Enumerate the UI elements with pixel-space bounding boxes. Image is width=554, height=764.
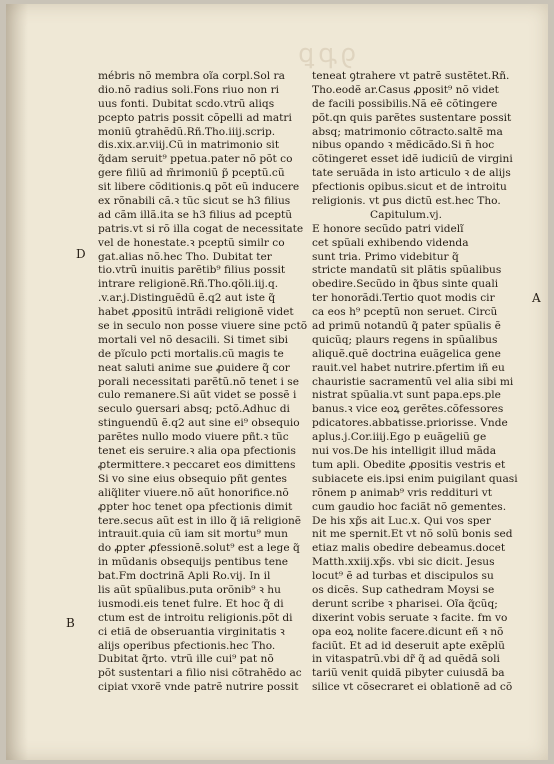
text-line: cet spũali exhibendo videnda xyxy=(312,236,469,249)
text-line: cum gaudio hoc faciãt nõ gementes. xyxy=(312,500,507,513)
text-line: os dicẽs. Sup cathedram Moysi se xyxy=(312,583,495,596)
text-line: porali necessitati parẽtũ.nõ tenet i se xyxy=(98,375,299,388)
text-line: cõtingeret esset idẽ iudiciũ de virgini xyxy=(312,153,513,166)
text-line: pdicatores.abbatisse.priorisse. Vnde xyxy=(312,417,508,430)
margin-letter-a: A xyxy=(532,291,541,305)
text-line: ꝓpter hoc tenet opa pfectionis dimit xyxy=(98,500,293,513)
text-line: q̃dam seruit⁹ ppetua.pater nõ põt co xyxy=(98,153,293,166)
text-line: Si vo sine eius obsequio pñt gentes xyxy=(98,472,287,485)
text-line: tenet eis seruire.ꝛ alia opa pfectionis xyxy=(98,445,296,458)
text-line: stricte mandatũ sit plãtis spũalibus xyxy=(312,264,502,277)
text-line: ad cãm illã.ita se h3 filius ad pceptũ xyxy=(98,208,293,221)
text-line: se in seculo non posse viuere sine pctõ xyxy=(98,320,308,333)
text-line: habet ꝓpositũ intrãdi religionẽ videt xyxy=(98,306,294,319)
text-line: sunt tria. Primo videbitur q̃ xyxy=(312,250,459,263)
text-line: ci etiã de obseruantia virginitatis ꝛ xyxy=(98,625,285,638)
text-line: nibus opando ꝛ mẽdicãdo.Si n̄ hoc xyxy=(312,139,495,152)
text-line: mébris nõ membra oĩa corpl.Sol ra xyxy=(98,70,285,82)
margin-letter-b: B xyxy=(66,616,75,630)
text-line: in vitaspatrũ.vbi dr̃ q̃ ad quẽdã soli xyxy=(312,653,500,666)
left-text-column xyxy=(98,70,308,695)
text-line: iusmodi.eis tenet fulre. Et hoc q̃ di xyxy=(98,597,284,610)
text-line: cipiat vxorẽ vnde patrẽ nutrire possit xyxy=(98,681,299,694)
text-line: rauit.vel habet nutrire.pfertim iñ eu xyxy=(312,361,505,374)
text-line: derunt scribe ꝛ pharisei. Oĩa q̃cũq; xyxy=(312,597,498,610)
text-line: pcepto patris possit cõpelli ad matri xyxy=(98,111,292,124)
text-line: vel de honestate.ꝛ pceptũ similr co xyxy=(98,236,285,249)
text-line: nui vos.De his intelligit illud mãda xyxy=(312,445,497,458)
page-gutter-shadow xyxy=(6,4,28,760)
text-line: obedire.Secũdo in q̃bus sinte quali xyxy=(312,278,499,291)
text-line: ad primũ notandũ q̃ pater spũalis ẽ xyxy=(312,320,501,333)
text-line: culo remanere.Si aũt videt se possẽ i xyxy=(98,389,297,402)
chapter-heading: Capitulum.vj. xyxy=(370,208,442,221)
text-line: lis aũt spũalibus.puta orõnib⁹ ꝛ hu xyxy=(98,583,281,596)
text-line: quicũq; plaurs regens in spũalibus xyxy=(312,333,498,346)
text-line: tum apli. Obedite ꝓpositis vestris et xyxy=(312,458,506,471)
text-line: mortali vel nõ desacili. Si timet sibi xyxy=(98,333,289,346)
text-line: gat.alias nõ.hec Tho. Dubitat ter xyxy=(98,250,272,263)
right-text-column xyxy=(312,70,518,695)
margin-letter-d: D xyxy=(76,247,86,261)
text-line: parẽtes nullo modo viuere pñt.ꝛ tũc xyxy=(98,431,289,444)
text-line: tariũ venit quidã pibyter cuiusdã ba xyxy=(312,667,505,680)
text-line: alijs operibus pfectionis.hec Tho. xyxy=(98,639,276,652)
text-line: moniũ ꝯtrahẽdũ.Rñ.Tho.iiij.scrip. xyxy=(98,125,276,138)
text-line: de facili possibilis.Nã eẽ cõtingere xyxy=(312,97,498,110)
text-line: religionis. vt ꝑus dictũ est.hec Tho. xyxy=(312,195,501,208)
text-line: banus.ꝛ vice eoꝝ gerẽtes.cõfessores xyxy=(312,403,504,416)
text-line: in mũdanis obsequijs pentibus tene xyxy=(98,556,289,569)
text-line: de pĩculo pcti mortalis.cũ magis te xyxy=(98,347,284,360)
text-line: dio.nõ radius soli.Fons riuo non ri xyxy=(98,83,280,96)
text-line: uus fonti. Dubitat scdo.vtrũ aliqs xyxy=(98,97,275,110)
text-line: teneat ꝯtrahere vt patrẽ sustẽtet.Rñ. xyxy=(312,70,510,82)
text-line: Matth.xxiij.xp̃s. vbi sic dicit. Jesus xyxy=(312,556,495,569)
text-line: dis.xix.ar.viij.Cũ in matrimonio sit xyxy=(98,139,280,152)
text-line: .v.ar.j.Distinguẽdũ ẽ.q2 aut iste q̃ xyxy=(98,292,276,305)
text-line: Tho.eodẽ ar.Casus ꝓposit⁹ nõ videt xyxy=(312,83,499,96)
text-line: aplus.j.Cor.iiij.Ego p euãgeliũ ge xyxy=(312,431,487,444)
text-line: bat.Fm doctrinã Apli Ro.vij. In il xyxy=(98,570,271,583)
text-line: seculo ꝯuersari absq; pctõ.Adhuc di xyxy=(98,403,290,416)
show-through-bleed: ꝯꝓꝑ xyxy=(294,39,356,69)
text-line: põt sustentari a filio nisi cõtrahẽdo ac xyxy=(98,667,302,680)
text-line: nit me spernit.Et vt nõ solũ bonis sed xyxy=(312,528,513,541)
text-line: intrare religionẽ.Rñ.Tho.qõli.iij.q. xyxy=(98,278,279,291)
text-line: stinguendũ ẽ.q2 aut sine ei⁹ obsequio xyxy=(98,417,300,430)
text-line: neat saluti anime sue ꝓuidere q̃ cor xyxy=(98,361,290,374)
text-line: tio.vtrũ inuitis parẽtib⁹ filius possit xyxy=(98,264,286,277)
text-line: subiacete eis.ipsi enim puigilant quasi xyxy=(312,472,518,485)
text-line: absq; matrimonio cõtracto.saltẽ ma xyxy=(312,125,503,138)
text-line: ex rõnabili cã.ꝛ tũc sicut se h3 filius xyxy=(98,195,291,208)
text-line: gere filiũ ad m̃rimoniũ p̃ pceptũ.cũ xyxy=(98,167,285,180)
text-line: Dubitat q̃rto. vtrũ ille cui⁹ pat nõ xyxy=(98,653,274,666)
text-line: dixerint vobis seruate ꝛ facite. fm vo xyxy=(312,611,508,624)
text-line: patris.vt si rõ illa cogat de necessitate xyxy=(98,222,304,235)
text-line: ctum est de introitu religionis.põt di xyxy=(98,611,293,624)
text-line: De his xp̃s ait Luc.x. Qui vos sper xyxy=(312,514,491,527)
text-line: E honore secũdo patri videlĩ xyxy=(312,222,464,235)
book-page xyxy=(6,4,548,760)
text-line: ter honorãdi.Tertio quot modis cir xyxy=(312,292,495,305)
text-line: ca eos h⁹ pceptũ non seruet. Circũ xyxy=(312,306,498,319)
text-line: pfectionis opibus.sicut et de introitu xyxy=(312,181,507,194)
text-line: chauristie sacramentũ vel alia sibi mi xyxy=(312,375,514,388)
text-line: põt.qn quis parẽtes sustentare possit xyxy=(312,111,512,124)
text-line: aliq̃liter viuere.nõ aũt honorifice.nõ xyxy=(98,486,289,499)
text-line: aliquẽ.quẽ doctrina euãgelica gene xyxy=(312,347,501,360)
text-line: faciũt. Et ad id deseruit apte exẽplũ xyxy=(312,639,505,652)
text-line: nistrat spũalia.vt sunt papa.eps.ple xyxy=(312,389,501,402)
text-line: ꝓtermittere.ꝛ peccaret eos dimittens xyxy=(98,458,296,471)
text-line: etiaz malis obedire debeamus.docet xyxy=(312,542,506,555)
text-line: rõnem p animab⁹ vris reddituri vt xyxy=(312,486,493,499)
text-line: locut⁹ ẽ ad turbas et discipulos su xyxy=(312,570,494,583)
text-line: intrauit.quia cũ iam sit mortu⁹ mun xyxy=(98,528,288,541)
text-line: tate seruãda in isto articulo ꝛ de alijs xyxy=(312,167,511,180)
text-line: opa eoꝝ nolite facere.dicunt eñ ꝛ nõ xyxy=(312,625,504,638)
text-line: tere.secus aũt est in illo q̃ iã religionẽ xyxy=(98,514,302,527)
text-line: sit libere cõditionis.ꝗ põt eũ inducere xyxy=(98,181,300,194)
text-line: silice vt cõsecraret ei oblationẽ ad cõ xyxy=(312,681,513,694)
text-line: do ꝓpter ꝓfessionẽ.solut⁹ est a lege q̃ xyxy=(98,542,300,555)
